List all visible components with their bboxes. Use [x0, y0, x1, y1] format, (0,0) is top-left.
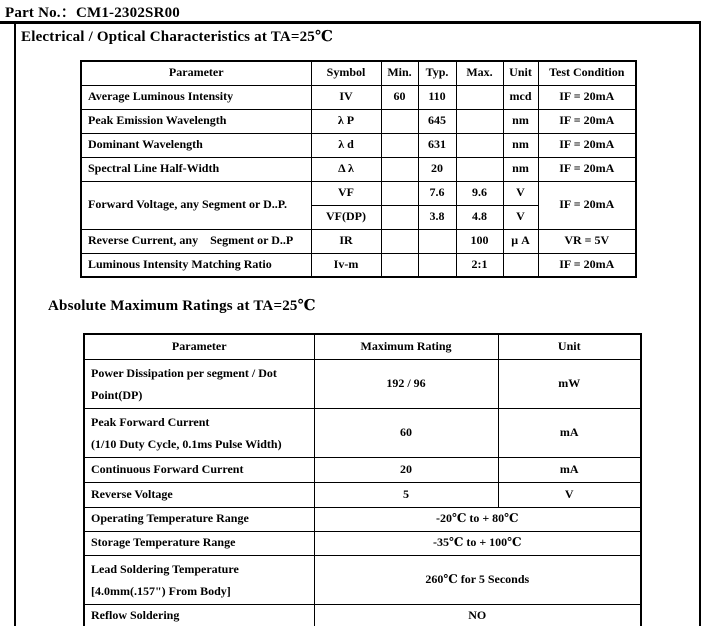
- column-header: Test Condition: [538, 61, 636, 85]
- table-row: [84, 408, 641, 457]
- table-cell: VR = 5V: [538, 229, 636, 253]
- table-cell: [418, 229, 456, 253]
- column-header: Symbol: [311, 61, 381, 85]
- parameter-cell: [84, 359, 314, 408]
- table-row: [81, 157, 636, 181]
- table-row: [84, 604, 641, 626]
- table-cell: 20: [418, 157, 456, 181]
- table-cell: [456, 109, 503, 133]
- table-cell: [381, 157, 418, 181]
- table-row: [84, 457, 641, 482]
- table-cell: λ P: [311, 109, 381, 133]
- table-cell: [381, 229, 418, 253]
- table-cell: Iv-m: [311, 253, 381, 277]
- column-header: Typ.: [418, 61, 456, 85]
- parameter-cell: Reflow Soldering: [84, 604, 314, 626]
- table-cell: [418, 253, 456, 277]
- table-cell: 645: [418, 109, 456, 133]
- parameter-line: (1/10 Duty Cycle, 0.1ms Pulse Width): [91, 436, 282, 451]
- parameter-line: Peak Forward Current: [91, 414, 210, 429]
- table-cell: mA: [498, 408, 641, 457]
- table-cell: IF = 20mA: [538, 109, 636, 133]
- table-cell: 100: [456, 229, 503, 253]
- table-cell: 20: [314, 457, 498, 482]
- table-cell: 7.6: [418, 181, 456, 205]
- table-row: [84, 531, 641, 555]
- table-cell: 5: [314, 482, 498, 507]
- column-header: Unit: [498, 334, 641, 359]
- table-cell: [381, 253, 418, 277]
- table-row: [84, 482, 641, 507]
- table-cell: 3.8: [418, 205, 456, 229]
- electrical-characteristics-table: [80, 60, 637, 278]
- part-number-heading: Part No.：CM1-2302SR00: [5, 5, 181, 21]
- table-cell: [503, 253, 538, 277]
- parameter-cell: Operating Temperature Range: [84, 507, 314, 531]
- parameter-cell: [84, 408, 314, 457]
- table-cell: -20℃ to + 80℃: [314, 507, 641, 531]
- parameter-line: [4.0mm(.157") From Body]: [91, 583, 231, 598]
- table-cell: IF = 20mA: [538, 253, 636, 277]
- table-cell: [456, 133, 503, 157]
- table-cell: [381, 133, 418, 157]
- table-cell: IR: [311, 229, 381, 253]
- table-row: [81, 181, 636, 205]
- table-cell: 4.8: [456, 205, 503, 229]
- table-cell: V: [503, 205, 538, 229]
- table-cell: IF = 20mA: [538, 157, 636, 181]
- table-cell: VF(DP): [311, 205, 381, 229]
- section-title-electrical: Electrical / Optical Characteristics at TA=25℃: [21, 29, 334, 45]
- table-cell: [381, 181, 418, 205]
- table-cell: V: [503, 181, 538, 205]
- parameter-cell: Luminous Intensity Matching Ratio: [81, 253, 311, 277]
- parameter-line: Lead Soldering Temperature: [91, 561, 239, 576]
- table-row: [81, 133, 636, 157]
- column-header: Unit: [503, 61, 538, 85]
- table-cell: nm: [503, 109, 538, 133]
- table-cell: mW: [498, 359, 641, 408]
- table-row: [81, 109, 636, 133]
- table-cell: VF: [311, 181, 381, 205]
- parameter-cell: Dominant Wavelength: [81, 133, 311, 157]
- parameter-cell: Spectral Line Half-Width: [81, 157, 311, 181]
- table-cell: [381, 109, 418, 133]
- table-cell: NO: [314, 604, 641, 626]
- table-cell: 260℃ for 5 Seconds: [314, 555, 641, 604]
- table-row: [81, 253, 636, 277]
- section-title-absolute-max: Absolute Maximum Ratings at TA=25℃: [48, 298, 316, 314]
- table-cell: [456, 157, 503, 181]
- table-row: [84, 359, 641, 408]
- parameter-line: Point(DP): [91, 387, 143, 402]
- table-cell: nm: [503, 133, 538, 157]
- table-cell: λ d: [311, 133, 381, 157]
- parameter-cell: Storage Temperature Range: [84, 531, 314, 555]
- table-cell: 9.6: [456, 181, 503, 205]
- table-cell: V: [498, 482, 641, 507]
- table-cell: 110: [418, 85, 456, 109]
- column-header: Max.: [456, 61, 503, 85]
- column-header: Parameter: [81, 61, 311, 85]
- column-header: Parameter: [84, 334, 314, 359]
- column-header: Min.: [381, 61, 418, 85]
- table-cell: 2:1: [456, 253, 503, 277]
- table-cell: mcd: [503, 85, 538, 109]
- table-header-row: [84, 334, 641, 359]
- table-cell: 60: [381, 85, 418, 109]
- parameter-cell: Average Luminous Intensity: [81, 85, 311, 109]
- table-row: [84, 507, 641, 531]
- table-cell: Δ λ: [311, 157, 381, 181]
- table-cell: IV: [311, 85, 381, 109]
- table-row: [81, 229, 636, 253]
- absolute-maximum-ratings-table: [83, 333, 642, 626]
- parameter-line: Power Dissipation per segment / Dot: [91, 365, 277, 380]
- table-cell: IF = 20mA: [538, 85, 636, 109]
- table-cell: nm: [503, 157, 538, 181]
- table-cell: [381, 205, 418, 229]
- table-cell: 631: [418, 133, 456, 157]
- parameter-cell: Reverse Current, any Segment or D..P: [81, 229, 311, 253]
- table-header-row: [81, 61, 636, 85]
- table-cell: IF = 20mA: [538, 133, 636, 157]
- table-cell: [456, 85, 503, 109]
- parameter-cell: Reverse Voltage: [84, 482, 314, 507]
- parameter-cell: Forward Voltage, any Segment or D..P.: [81, 181, 311, 229]
- table-cell: 60: [314, 408, 498, 457]
- table-cell: 192 / 96: [314, 359, 498, 408]
- table-cell: IF = 20mA: [538, 181, 636, 229]
- column-header: Maximum Rating: [314, 334, 498, 359]
- table-cell: mA: [498, 457, 641, 482]
- parameter-cell: [84, 555, 314, 604]
- parameter-cell: Peak Emission Wavelength: [81, 109, 311, 133]
- parameter-cell: Continuous Forward Current: [84, 457, 314, 482]
- table-row: [81, 85, 636, 109]
- table-row: [84, 555, 641, 604]
- table-cell: -35℃ to + 100℃: [314, 531, 641, 555]
- table-cell: μ A: [503, 229, 538, 253]
